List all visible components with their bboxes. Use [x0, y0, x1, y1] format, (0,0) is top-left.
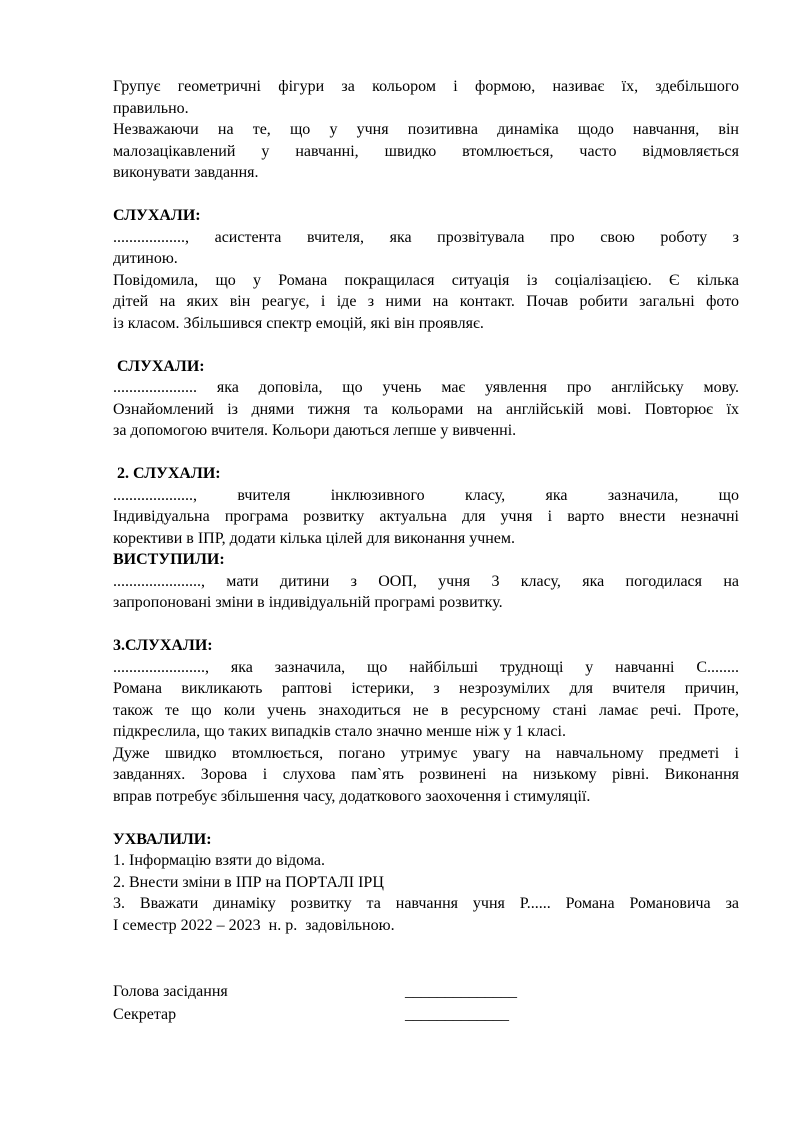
signature-row-chairman [113, 980, 739, 1003]
document-body [113, 76, 739, 979]
signature-role-label-secretary: Секретар [113, 1006, 177, 1023]
paragraph-line: корективи в ІПР, додати кілька цілей для виконання учнем. [113, 529, 516, 547]
paragraph-line: ......................., яка зазначила, що найбільші труднощі у навчанні С........ [113, 658, 739, 676]
paragraph-line: із класом. Збільшився спектр емоцій, які він проявляє. [113, 314, 484, 332]
paragraph [113, 571, 739, 614]
paragraph-line: Ознайомлений із днями тижня та кольорами на англійській мові. Повторює їх [113, 400, 739, 418]
paragraph-line: запропоновані зміни в індивідуальній програмі розвитку. [113, 594, 503, 611]
signature-role-label-chairman: Голова засідання [113, 983, 228, 1000]
paragraph [113, 872, 739, 894]
paragraph-line: 3. Вважати динаміку розвитку та навчання учня Р...... Романа Романовича за [113, 895, 739, 912]
section-heading: СЛУХАЛИ: [113, 357, 205, 375]
paragraph-line: малозацікавлений у навчанні, швидко втомлюється, часто відмовляється [113, 142, 739, 160]
section-heading: 3.СЛУХАЛИ: [113, 637, 213, 654]
paragraph [113, 119, 739, 184]
paragraph [113, 227, 739, 270]
paragraph-line: правильно. [113, 99, 189, 117]
paragraph-line: завданнях. Зорова і слухова пам`ять розвинені на низькому рівні. Виконання [113, 766, 739, 783]
paragraph-line: дітей на яких він реагує, і іде з ними на контакт. Почав робити загальні фото [113, 293, 739, 310]
paragraph-line: Дуже швидко втомлюється, погано утримує увагу на навчальному предметі і [113, 744, 739, 762]
blank-line [113, 442, 739, 464]
paragraph-line: І семестр 2022 – 2023 н. р. задовільною. [113, 916, 395, 934]
paragraph-line: Групує геометричні фігури за кольором і формою, називає їх, здебільшого [113, 78, 739, 95]
paragraph [113, 657, 739, 743]
paragraph-line: ......................, мати дитини з ООП, учня 3 класу, яка погодилася на [113, 572, 739, 590]
paragraph [113, 377, 739, 442]
blank-line [113, 958, 739, 980]
signature-line-secretary: _____________ [405, 1006, 509, 1023]
paragraph-line: підкреслила, що таких випадків стало значно менше ніж у 1 класі. [113, 723, 566, 740]
paragraph [113, 76, 739, 119]
paragraph [113, 743, 739, 808]
paragraph-line: Повідомила, що у Романа покращилася ситуація із соціалізацією. Є кілька [113, 271, 739, 289]
paragraph-line: дитиною. [113, 250, 178, 267]
paragraph-line: вправ потребує збільшення часу, додаткового заохочення і стимуляції. [113, 787, 591, 805]
blank-line [113, 184, 739, 206]
paragraph [113, 893, 739, 936]
blank-line [113, 614, 739, 636]
paragraph-line: Романа викликають раптові істерики, з незрозумілих для вчителя причин, [113, 680, 739, 697]
section-heading: СЛУХАЛИ: [113, 207, 201, 224]
paragraph [113, 850, 739, 872]
paragraph-line: 2. Внести зміни в ІПР на ПОРТАЛІ ІРЦ [113, 873, 384, 891]
blank-line [113, 936, 739, 958]
section-heading: УХВАЛИЛИ: [113, 830, 212, 848]
paragraph [113, 270, 739, 335]
blank-line [113, 807, 739, 829]
paragraph [113, 485, 739, 550]
paragraph-line: ..................... яка доповіла, що учень має уявлення про англійську мову. [113, 379, 739, 396]
paragraph-line: ...................., вчителя інклюзивного класу, яка зазначила, що [113, 486, 739, 504]
paragraph-line: виконувати завдання. [113, 164, 259, 181]
blank-line [113, 334, 739, 356]
signature-line-chairman: ______________ [405, 983, 517, 1000]
paragraph-line: Індивідуальна програма розвитку актуальна для учня і варто внести незначні [113, 508, 739, 525]
paragraph-line: .................., асистента вчителя, яка прозвітувала про свою роботу з [113, 228, 739, 246]
section-heading: 2. СЛУХАЛИ: [113, 465, 221, 482]
signature-block [113, 980, 739, 1026]
paragraph-line: 1. Інформацію взяти до відома. [113, 852, 325, 869]
paragraph-line: також те що коли учень знаходиться не в ресурсному стані ламає речі. Проте, [113, 701, 739, 719]
section-heading: ВИСТУПИЛИ: [113, 551, 225, 568]
signature-row-secretary [113, 1003, 739, 1026]
paragraph-line: за допомогою вчителя. Кольори даються лепше у вивченні. [113, 422, 517, 439]
paragraph-line: Незважаючи на те, що у учня позитивна динаміка щодо навчання, він [113, 121, 739, 138]
